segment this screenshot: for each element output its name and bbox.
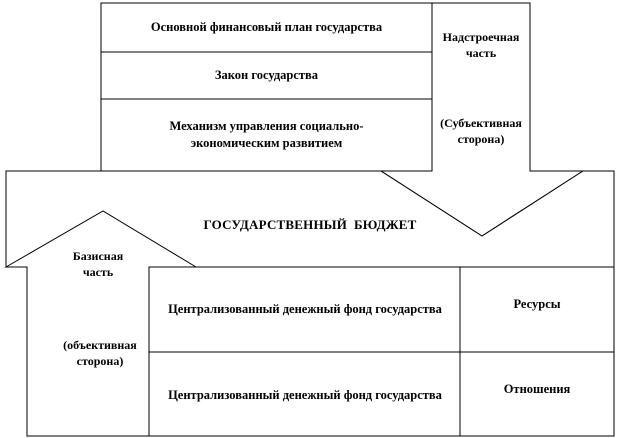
base-arrow-subtitle: (объективная сторона) bbox=[63, 338, 137, 368]
base-cell-fund-relations: Централизованный денежный фонд государства bbox=[168, 387, 442, 402]
base-cell-relations: Отношения bbox=[503, 381, 571, 396]
super-arrow-subtitle: (Субъективная сторона) bbox=[440, 116, 522, 146]
base-cell-fund-resources: Централизованный денежный фонд государства bbox=[168, 301, 442, 316]
super-arrow-title: Надстроечная часть bbox=[442, 30, 520, 60]
base-arrow-title: Базисная часть bbox=[72, 249, 124, 279]
budget-title: ГОСУДАРСТВЕННЫЙ БЮДЖЕТ bbox=[203, 216, 417, 232]
super-row-management-mechanism: Механизм управления социально-экономическим развитием bbox=[169, 119, 364, 150]
super-row-state-law: Закон государства bbox=[214, 68, 319, 82]
base-cell-resources: Ресурсы bbox=[513, 296, 561, 311]
super-row-financial-plan: Основной финансовый план государства bbox=[150, 20, 383, 34]
